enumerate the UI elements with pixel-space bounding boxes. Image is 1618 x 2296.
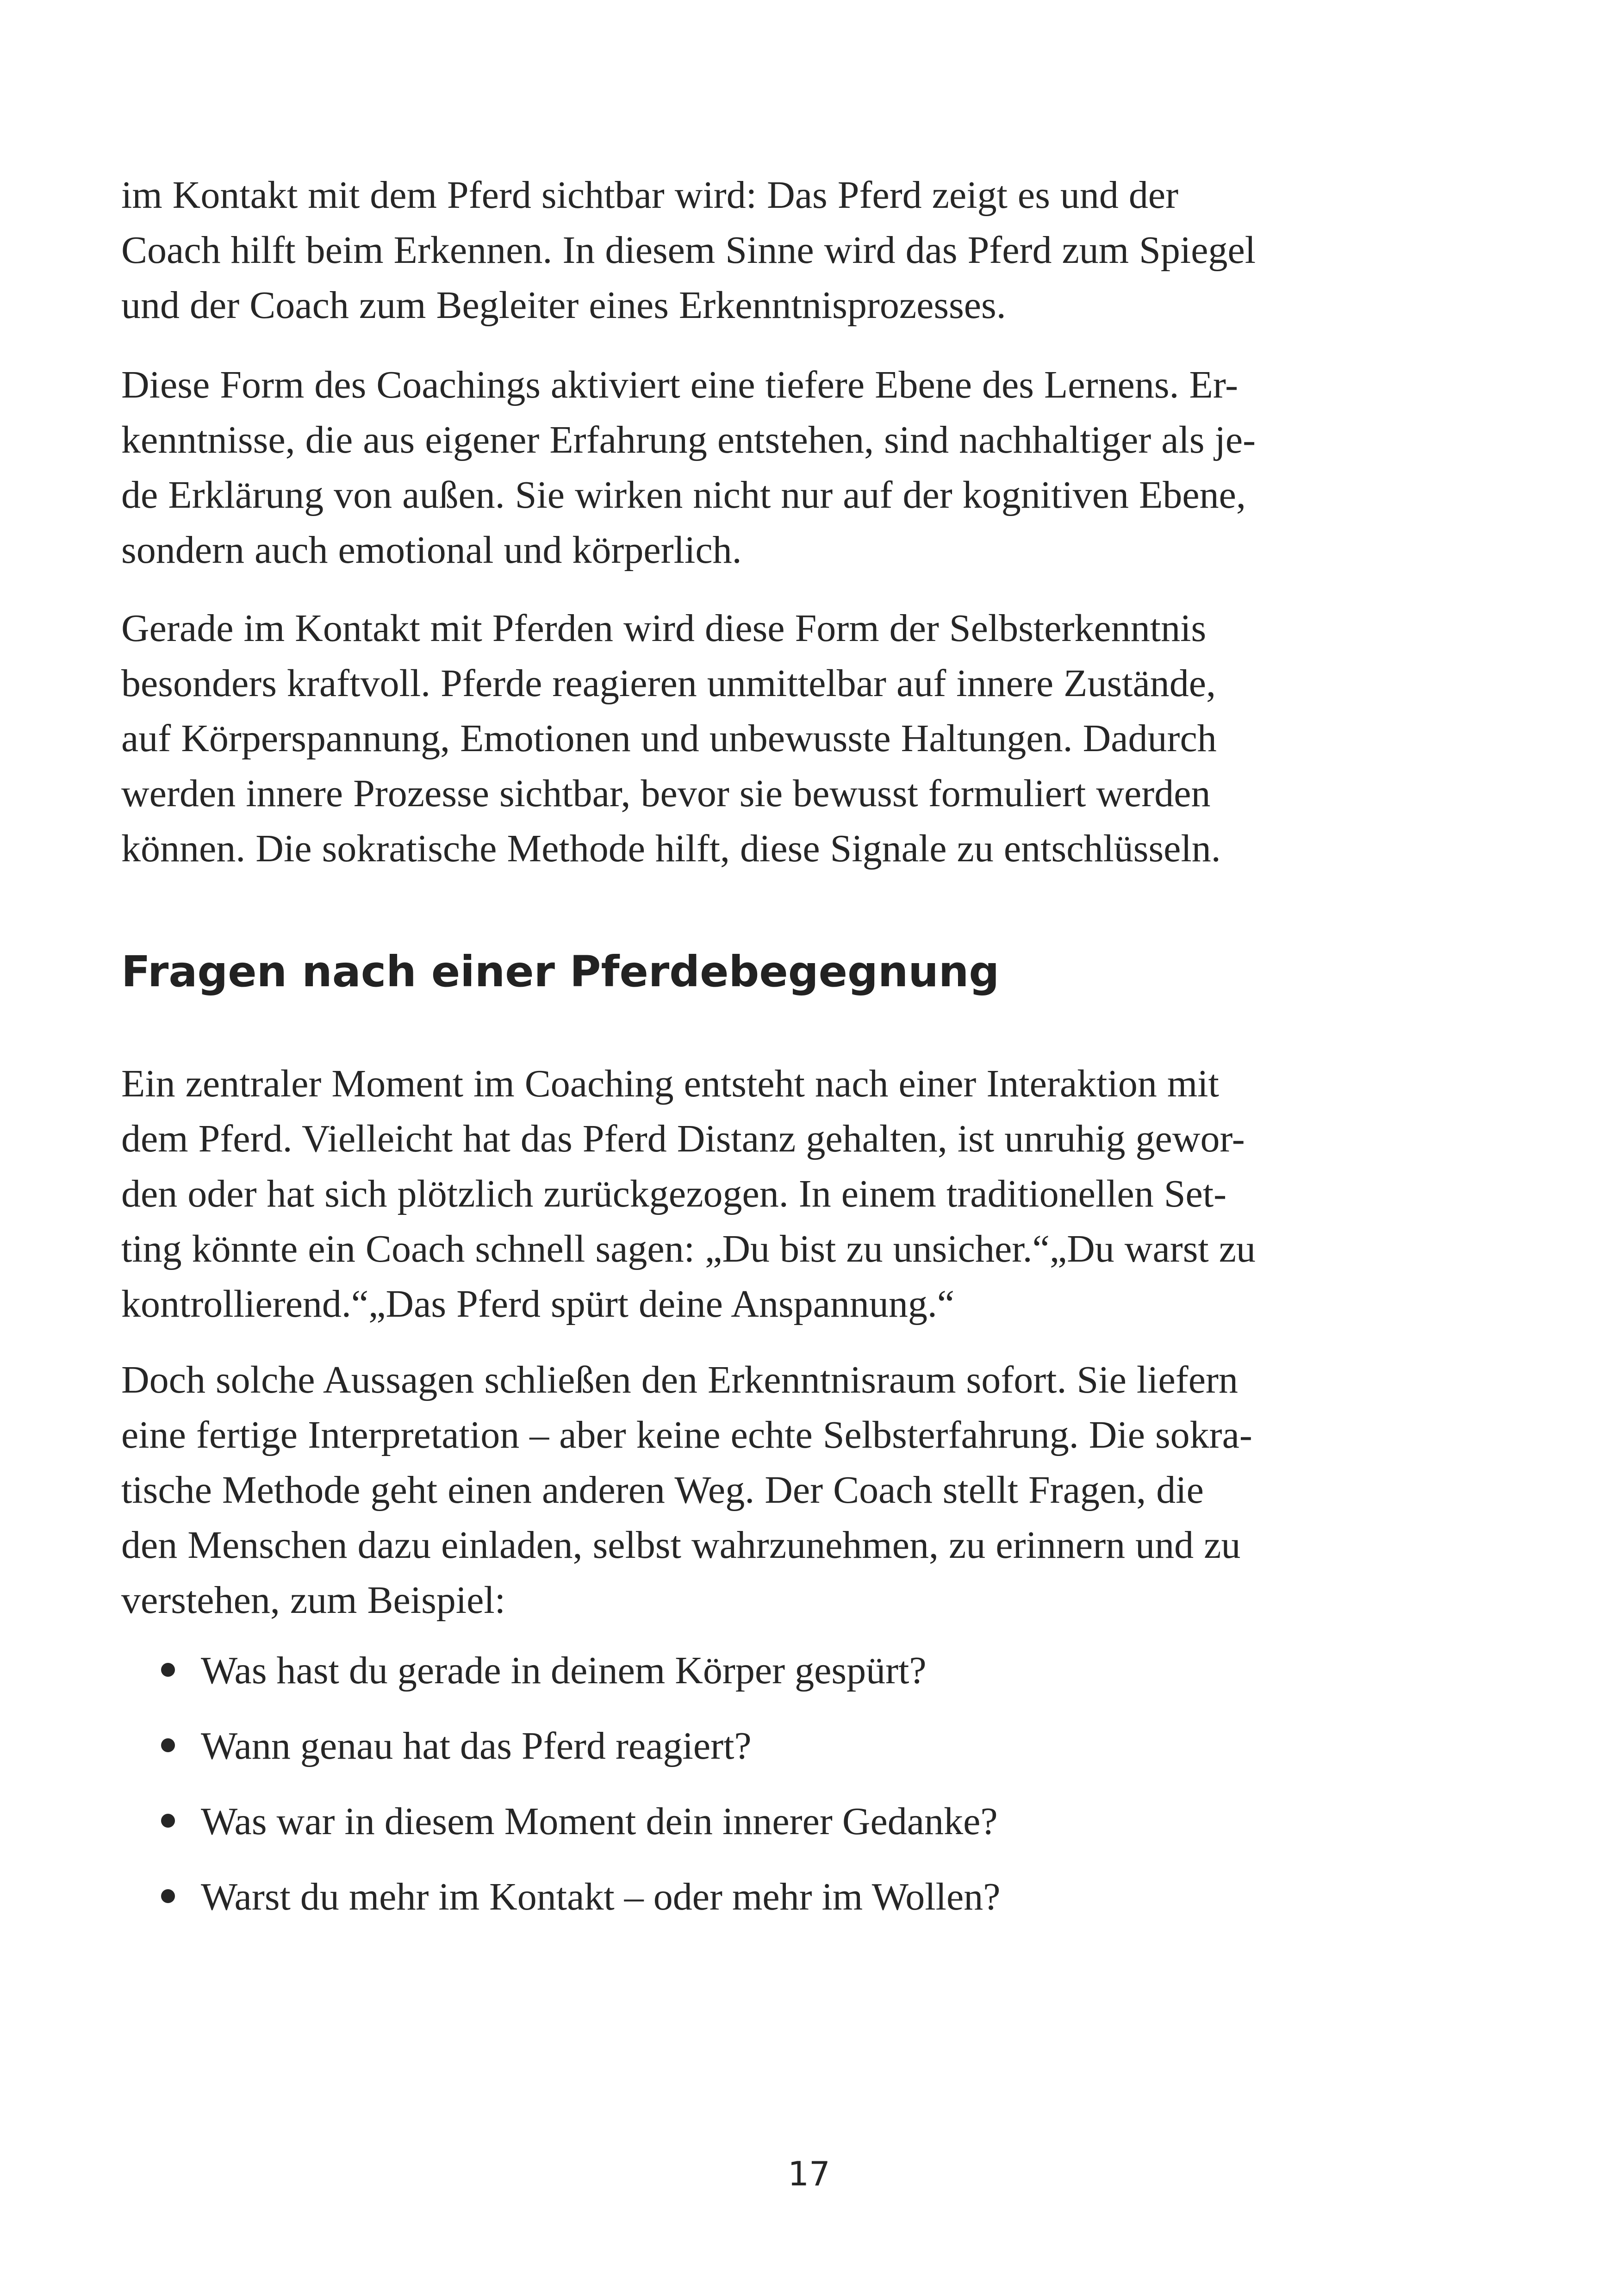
list-item-text: Wann genau hat das Pferd reagiert? [201,1724,752,1767]
paragraph-3: Gerade im Kontakt mit Pferden wird diese Form der Selbsterkenntnis besonders kraftvoll. Pferde reagieren unmittelbar auf innere Zustände, auf Körperspannung, Emotionen und unbewusste Haltungen. Dadurch werden innere Prozesse sichtbar, bevor sie bewusst formuliert werden können. Die sokratische Methode hilft, diese Signale zu entschlüsseln. [121,607,1221,870]
paragraph-3-block [121,601,1383,876]
list-item [121,1645,1383,1721]
page-number: 17 [788,2154,830,2193]
section-heading: Fragen nach einer Pferdebegegnung [121,947,1000,996]
list-item-text: Warst du mehr im Kontakt – oder mehr im Wollen? [201,1875,1001,1918]
paragraph-5-block [121,1352,1383,1628]
paragraph-2: Diese Form des Coachings aktiviert eine tiefere Ebene des Lernens. Er- kenntnisse, die aus eigener Erfahrung entstehen, sind nachhaltiger als je- de Erklärung von außen. Sie wirken nicht nur auf der kognitiven Ebene, sondern auch emotional und körperlich. [121,363,1256,572]
list-item-text: Was hast du gerade in deinem Körper gespürt? [201,1649,927,1692]
bullet-icon [161,1889,175,1903]
paragraph-5: Doch solche Aussagen schließen den Erkenntnisraum sofort. Sie liefern eine fertige Interpretation – aber keine echte Selbsterfahrung. Die sokra- tische Methode geht einen anderen Weg. Der Coach stellt Fragen, die den Menschen dazu einladen, selbst wahrzunehmen, zu erinnern und zu verstehen, zum Beispiel: [121,1358,1252,1622]
list-item [121,1872,1383,1947]
paragraph-2-block [121,357,1383,578]
list-item [121,1721,1383,1796]
paragraph-1: im Kontakt mit dem Pferd sichtbar wird: Das Pferd zeigt es und der Coach hilft beim Erkennen. In diesem Sinne wird das Pferd zum Spiegel und der Coach zum Begleiter eines Erkenntnisprozesses. [121,174,1256,327]
list-item-text: Was war in diesem Moment dein innerer Gedanke? [201,1800,998,1843]
paragraph-1-block [121,168,1383,333]
list-item [121,1796,1383,1872]
bullet-icon [161,1738,175,1752]
bullet-icon [161,1814,175,1828]
question-list [121,1645,1383,1947]
bullet-icon [161,1663,175,1677]
paragraph-4-block [121,1056,1383,1332]
paragraph-4: Ein zentraler Moment im Coaching entsteht nach einer Interaktion mit dem Pferd. Vielleicht hat das Pferd Distanz gehalten, ist unruhig gewor- den oder hat sich plötzlich zurückgezogen. In einem traditionellen Set- ting könnte ein Coach schnell sagen: „Du bist zu unsicher.“„Du warst zu kontrollierend.“„Das Pferd spürt deine Anspannung.“ [121,1062,1256,1325]
